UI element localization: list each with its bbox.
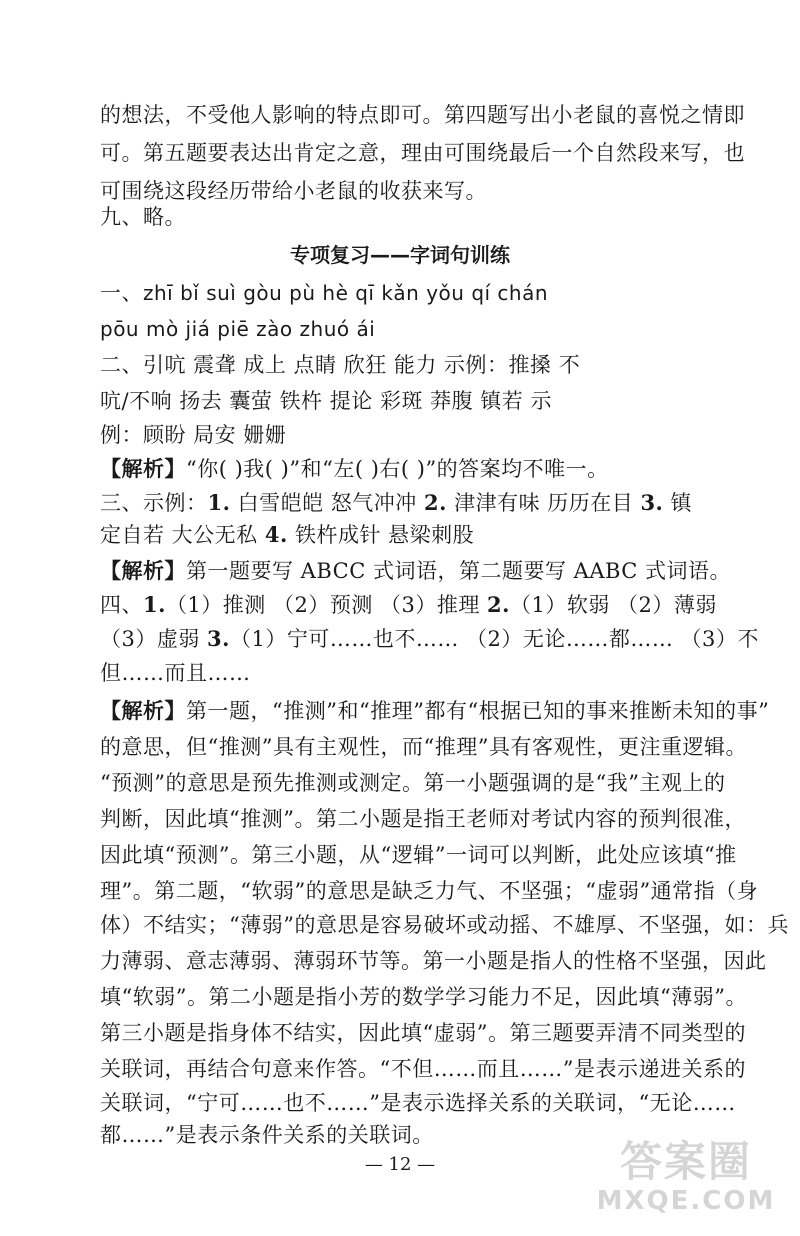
- text-span: 津津有味 历历在目: [446, 491, 641, 515]
- analysis-tag: 【解析】: [100, 558, 186, 583]
- text-line: 可。第五题要表达出肯定之意，理由可围绕最后一个自然段来写，也: [100, 141, 745, 165]
- analysis-line: 填“软弱”。第二小题是指小芳的数学学习能力不足，因此填“薄弱”。: [100, 985, 747, 1009]
- analysis-block: [100, 556, 732, 586]
- question-two-line: 二、引吭 震聋 成上 点睛 欣狂 能力 示例：推搡 不: [100, 353, 581, 377]
- item-number: 2.: [487, 592, 510, 617]
- analysis-line: 的意思，但“推测”具有主观性，而“推理”具有客观性，更注重逻辑。: [100, 735, 747, 759]
- page-number: — 12 —: [364, 1154, 436, 1175]
- text-span: 三、示例：: [100, 491, 208, 515]
- analysis-line: 体）不结实；“薄弱”的意思是容易破坏或动摇、不雄厚、不坚强，如：兵: [100, 913, 789, 937]
- item-number: 2.: [423, 490, 447, 515]
- question-four-line: [100, 590, 717, 620]
- analysis-line: 都……”是表示条件关系的关联词。: [100, 1123, 434, 1147]
- question-two-line: 吭/不响 扬去 囊萤 铁杵 提论 彩斑 莽腹 镇若 示: [100, 389, 552, 413]
- analysis-line: 理”。第二题，“软弱”的意思是缺乏力气、不坚强；“虚弱”通常指（身: [100, 879, 759, 903]
- question-three-line: [100, 488, 700, 518]
- question-label: 一、: [100, 281, 143, 305]
- watermark-logo: [586, 1138, 786, 1228]
- question-four-line: [100, 624, 759, 654]
- text-span: （1）软弱 （2）薄弱: [509, 593, 717, 617]
- watermark-top: 答案圈: [619, 1137, 752, 1186]
- analysis-tag: 【解析】: [100, 698, 186, 723]
- analysis-block: [100, 454, 700, 484]
- item-number: 3.: [207, 626, 230, 651]
- text-span: 镇: [663, 491, 693, 515]
- item-number: 1.: [207, 490, 231, 515]
- analysis-text: 第一题要写 ABCC 式词语，第二题要写 AABC 式词语。: [186, 559, 732, 583]
- watermark-bottom: MXQE.COM: [596, 1186, 776, 1216]
- question-four-line: 但……而且……: [100, 661, 251, 685]
- analysis-line: 第三小题是指身体不结实，因此填“虚弱”。第三题要弄清不同类型的: [100, 1021, 746, 1045]
- text-span: 铁杵成针 悬梁刺股: [287, 523, 475, 547]
- pinyin-row: zhī bǐ suì gòu pù hè qī kǎn yǒu qí chán: [143, 281, 549, 305]
- item-number: 3.: [640, 490, 664, 515]
- pinyin-row: pōu mò jiá piē zào zhuó ái: [100, 317, 376, 341]
- text-span: （1）推测 （2）预测 （3）推理: [165, 593, 488, 617]
- text-span: （3）虚弱: [100, 627, 208, 651]
- analysis-text: 第一题，“推测”和“推理”都有“根据已知的事来推断未知的事”: [186, 699, 770, 723]
- analysis-line: 关联词，“宁可……也不……”是表示选择关系的关联词，“无论……: [100, 1091, 736, 1115]
- text-span: 白雪皑皑 怒气冲冲: [230, 491, 424, 515]
- text-span: 定自若 大公无私: [100, 523, 265, 547]
- item-number: 4.: [264, 522, 288, 547]
- text-line: 的想法，不受他人影响的特点即可。第四题写出小老鼠的喜悦之情即: [100, 103, 745, 127]
- section-nine: 九、略。: [100, 205, 186, 229]
- text-line: 可围绕这段经历带给小老鼠的收获来写。: [100, 179, 487, 203]
- question-one-line1: [100, 278, 700, 308]
- analysis-tag: 【解析】: [100, 456, 186, 481]
- section-title: 专项复习——字词句训练: [290, 243, 510, 267]
- analysis-text: “你( )我( )”和“左( )右( )”的答案均不唯一。: [186, 457, 609, 481]
- analysis-block: [100, 696, 770, 726]
- analysis-line: 因此填“预测”。第三小题，从“逻辑”一词可以判断，此处应该填“推: [100, 843, 737, 867]
- analysis-line: 判断，因此填“推测”。第二小题是指王老师对考试内容的预判很准，: [100, 807, 746, 831]
- analysis-line: 关联词，再结合句意来作答。“不但……而且……”是表示递进关系的: [100, 1057, 746, 1081]
- analysis-line: 力薄弱、意志薄弱、薄弱环节等。第一小题是指人的性格不坚强，因此: [100, 949, 767, 973]
- question-three-line: [100, 520, 700, 550]
- text-span: （1）宁可……也不…… （2）无论……都…… （3）不: [229, 627, 759, 651]
- item-number: 1.: [143, 592, 166, 617]
- question-two-line: 例：顾盼 局安 姗姗: [100, 423, 287, 447]
- analysis-line: “预测”的意思是预先推测或测定。第一小题强调的是“我”主观上的: [100, 771, 726, 795]
- text-span: 四、: [100, 593, 143, 617]
